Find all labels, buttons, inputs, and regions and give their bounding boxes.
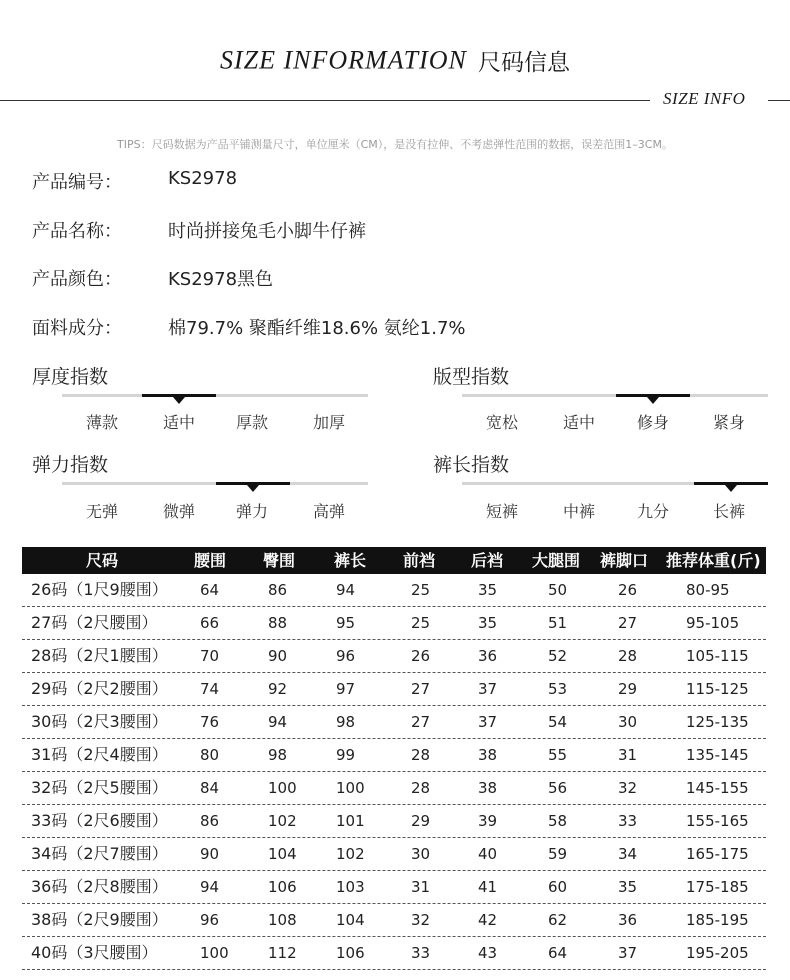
cell-waist: 66: [200, 614, 220, 632]
cell-weight: 175-185: [686, 878, 749, 896]
page-title: [0, 44, 790, 77]
product-color-value: KS2978黑色: [168, 269, 274, 290]
cell-thigh: 52: [548, 647, 568, 665]
cell-hip: 86: [268, 581, 288, 599]
table-row: [22, 904, 766, 937]
cell-back-rise: 37: [478, 713, 498, 731]
header-size: 尺码: [86, 551, 119, 570]
cell-leg-opening: 34: [618, 845, 638, 863]
cell-weight: 165-175: [686, 845, 749, 863]
table-row: [22, 871, 766, 904]
cell-size: 26码（1尺9腰围）: [31, 580, 168, 599]
cell-thigh: 55: [548, 746, 568, 764]
product-name-value: 时尚拼接兔毛小脚牛仔裤: [168, 221, 366, 242]
cell-weight: 185-195: [686, 911, 749, 929]
cell-front-rise: 32: [411, 911, 431, 929]
cell-hip: 90: [268, 647, 288, 665]
cell-waist: 80: [200, 746, 220, 764]
table-row: [22, 640, 766, 673]
title-english: SIZE INFORMATION: [220, 45, 467, 75]
cell-front-rise: 27: [411, 713, 431, 731]
cell-back-rise: 35: [478, 581, 498, 599]
length-option: 中裤: [562, 502, 595, 521]
fabric-value: 棉79.7% 聚酯纤维18.6% 氨纶1.7%: [168, 318, 466, 339]
cell-weight: 155-165: [686, 812, 749, 830]
size-table: [22, 547, 766, 970]
header-thigh: 大腿围: [532, 551, 581, 570]
cell-size: 31码（2尺4腰围）: [31, 745, 168, 764]
fit-option: 宽松: [485, 413, 518, 432]
thickness-index-track: [62, 394, 368, 397]
table-row: [22, 838, 766, 871]
elasticity-option: 微弹: [162, 502, 195, 521]
cell-weight: 105-115: [686, 647, 749, 665]
cell-hip: 98: [268, 746, 288, 764]
product-code-value: KS2978: [168, 168, 238, 189]
cell-leg-opening: 35: [618, 878, 638, 896]
header-divider-left: [0, 100, 650, 101]
cell-back-rise: 38: [478, 746, 498, 764]
table-header: [22, 547, 766, 574]
cell-hip: 104: [268, 845, 297, 863]
cell-hip: 94: [268, 713, 288, 731]
cell-thigh: 50: [548, 581, 568, 599]
cell-front-rise: 25: [411, 581, 431, 599]
cell-size: 38码（2尺9腰围）: [31, 910, 168, 929]
cell-back-rise: 39: [478, 812, 498, 830]
cell-waist: 100: [200, 944, 229, 962]
cell-length: 94: [336, 581, 356, 599]
thickness-option: 适中: [162, 413, 195, 432]
cell-length: 98: [336, 713, 356, 731]
fit-index-marker: [647, 397, 659, 404]
cell-size: 40码（3尺腰围）: [31, 943, 158, 962]
thickness-option: 薄款: [85, 413, 118, 432]
cell-waist: 96: [200, 911, 220, 929]
cell-thigh: 54: [548, 713, 568, 731]
cell-length: 97: [336, 680, 356, 698]
header-back-rise: 后裆: [471, 551, 504, 570]
cell-weight: 135-145: [686, 746, 749, 764]
length-index-track: [462, 482, 768, 485]
cell-back-rise: 42: [478, 911, 498, 929]
cell-hip: 92: [268, 680, 288, 698]
header-length: 裤长: [334, 551, 367, 570]
table-row: [22, 706, 766, 739]
cell-leg-opening: 30: [618, 713, 638, 731]
cell-leg-opening: 32: [618, 779, 638, 797]
header-front-rise: 前裆: [403, 551, 436, 570]
cell-waist: 76: [200, 713, 220, 731]
cell-thigh: 64: [548, 944, 568, 962]
cell-leg-opening: 26: [618, 581, 638, 599]
fit-index-title: 版型指数: [433, 366, 510, 388]
length-option: 九分: [636, 502, 669, 521]
cell-hip: 102: [268, 812, 297, 830]
cell-weight: 95-105: [686, 614, 740, 632]
cell-size: 36码（2尺8腰围）: [31, 877, 168, 896]
cell-length: 96: [336, 647, 356, 665]
cell-hip: 100: [268, 779, 297, 797]
cell-hip: 88: [268, 614, 288, 632]
cell-weight: 115-125: [686, 680, 749, 698]
cell-length: 101: [336, 812, 365, 830]
cell-leg-opening: 28: [618, 647, 638, 665]
cell-leg-opening: 27: [618, 614, 638, 632]
cell-hip: 106: [268, 878, 297, 896]
cell-front-rise: 28: [411, 779, 431, 797]
cell-leg-opening: 29: [618, 680, 638, 698]
cell-length: 95: [336, 614, 356, 632]
cell-thigh: 51: [548, 614, 568, 632]
cell-waist: 90: [200, 845, 220, 863]
thickness-option: 加厚: [312, 413, 345, 432]
elasticity-index-marker: [247, 485, 259, 492]
tips-note: TIPS：尺码数据为产品平铺测量尺寸，单位厘米（CM），是没有拉伸、不考虑弹性范围的数据，误差范围1–3CM。: [117, 138, 673, 151]
cell-back-rise: 43: [478, 944, 498, 962]
cell-front-rise: 33: [411, 944, 431, 962]
cell-length: 103: [336, 878, 365, 896]
cell-weight: 125-135: [686, 713, 749, 731]
cell-size: 32码（2尺5腰围）: [31, 778, 168, 797]
cell-thigh: 59: [548, 845, 568, 863]
product-code-label: 产品编号：: [32, 172, 122, 193]
cell-back-rise: 35: [478, 614, 498, 632]
product-color-label: 产品颜色：: [32, 269, 122, 290]
cell-front-rise: 26: [411, 647, 431, 665]
cell-waist: 94: [200, 878, 220, 896]
cell-size: 29码（2尺2腰围）: [31, 679, 168, 698]
cell-thigh: 62: [548, 911, 568, 929]
cell-back-rise: 40: [478, 845, 498, 863]
thickness-index-title: 厚度指数: [32, 366, 109, 388]
cell-thigh: 58: [548, 812, 568, 830]
cell-waist: 70: [200, 647, 220, 665]
header-leg-opening: 裤脚口: [600, 551, 649, 570]
cell-thigh: 56: [548, 779, 568, 797]
cell-front-rise: 27: [411, 680, 431, 698]
cell-length: 106: [336, 944, 365, 962]
header-weight: 推荐体重(斤): [666, 551, 761, 570]
cell-weight: 145-155: [686, 779, 749, 797]
fit-option: 适中: [562, 413, 595, 432]
table-row: [22, 805, 766, 838]
cell-back-rise: 37: [478, 680, 498, 698]
cell-back-rise: 38: [478, 779, 498, 797]
length-index-title: 裤长指数: [433, 454, 510, 476]
cell-waist: 84: [200, 779, 220, 797]
fit-option: 修身: [636, 413, 669, 432]
elasticity-option: 高弹: [312, 502, 345, 521]
cell-leg-opening: 31: [618, 746, 638, 764]
cell-length: 100: [336, 779, 365, 797]
table-row: [22, 607, 766, 640]
cell-size: 34码（2尺7腰围）: [31, 844, 168, 863]
thickness-option: 厚款: [235, 413, 268, 432]
elasticity-index-track: [62, 482, 368, 485]
cell-front-rise: 29: [411, 812, 431, 830]
cell-size: 27码（2尺腰围）: [31, 613, 158, 632]
table-row: [22, 772, 766, 805]
product-name-label: 产品名称：: [32, 221, 122, 242]
cell-size: 33码（2尺6腰围）: [31, 811, 168, 830]
subtitle-english: SIZE INFO: [663, 89, 746, 108]
fit-index-track: [462, 394, 768, 397]
cell-back-rise: 36: [478, 647, 498, 665]
header-divider-right: [768, 100, 790, 101]
header-waist: 腰围: [194, 551, 227, 570]
title-chinese: 尺码信息: [477, 50, 570, 76]
cell-length: 102: [336, 845, 365, 863]
elasticity-option: 无弹: [85, 502, 118, 521]
cell-weight: 80-95: [686, 581, 730, 599]
cell-front-rise: 31: [411, 878, 431, 896]
length-option: 长裤: [712, 502, 745, 521]
length-option: 短裤: [485, 502, 518, 521]
table-row: [22, 739, 766, 772]
cell-leg-opening: 37: [618, 944, 638, 962]
cell-hip: 112: [268, 944, 297, 962]
table-body: [22, 574, 766, 970]
cell-length: 104: [336, 911, 365, 929]
cell-weight: 195-205: [686, 944, 749, 962]
cell-leg-opening: 36: [618, 911, 638, 929]
cell-waist: 86: [200, 812, 220, 830]
cell-thigh: 60: [548, 878, 568, 896]
table-row: [22, 574, 766, 607]
fabric-label: 面料成分：: [32, 318, 122, 339]
cell-thigh: 53: [548, 680, 568, 698]
table-row: [22, 937, 766, 970]
cell-front-rise: 28: [411, 746, 431, 764]
cell-waist: 64: [200, 581, 220, 599]
cell-hip: 108: [268, 911, 297, 929]
cell-front-rise: 30: [411, 845, 431, 863]
fit-option: 紧身: [712, 413, 745, 432]
elasticity-option: 弹力: [235, 502, 268, 521]
cell-size: 28码（2尺1腰围）: [31, 646, 168, 665]
cell-length: 99: [336, 746, 356, 764]
cell-back-rise: 41: [478, 878, 498, 896]
header-hip: 臀围: [263, 551, 296, 570]
cell-size: 30码（2尺3腰围）: [31, 712, 168, 731]
cell-waist: 74: [200, 680, 220, 698]
table-row: [22, 673, 766, 706]
cell-leg-opening: 33: [618, 812, 638, 830]
thickness-index-marker: [173, 397, 185, 404]
elasticity-index-title: 弹力指数: [32, 454, 109, 476]
cell-front-rise: 25: [411, 614, 431, 632]
length-index-marker: [725, 485, 737, 492]
